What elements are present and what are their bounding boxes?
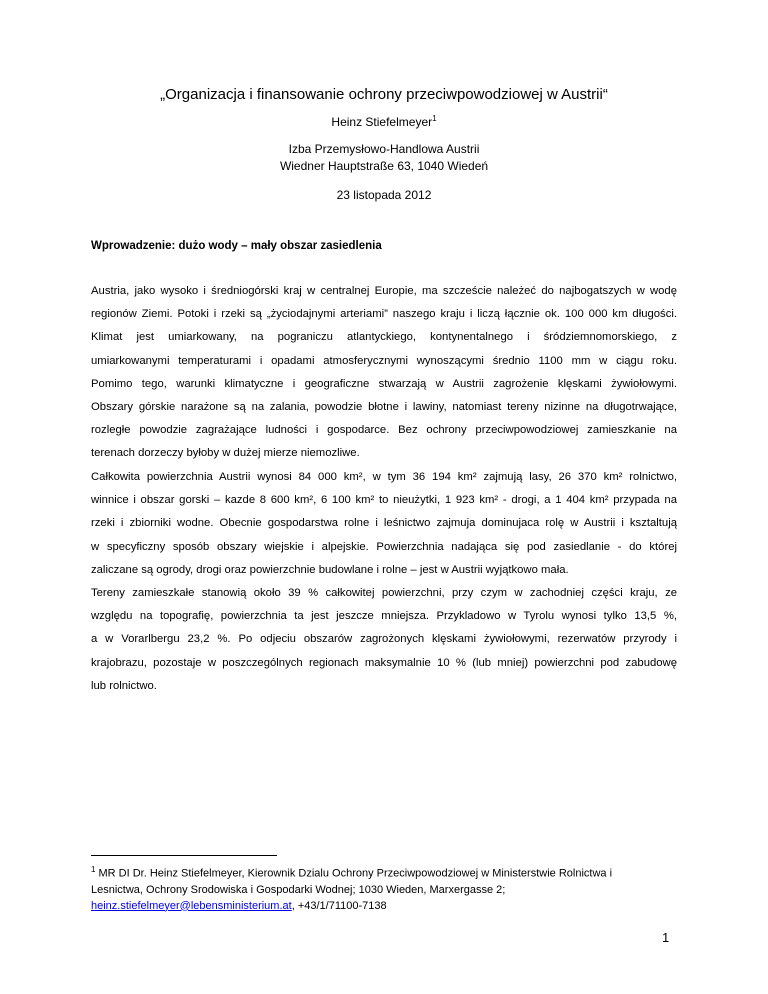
footnote-number: 1 bbox=[91, 865, 96, 874]
text-line: umiarkowanymi temperaturami i opadami atmosferycznymi wynoszącymi średnio 1100 mm w ciągu roku. bbox=[91, 354, 677, 367]
document-title: „Organizacja i finansowanie ochrony przeciwpowodziowej w Austrii“ bbox=[160, 86, 608, 103]
footnote-separator bbox=[91, 855, 277, 856]
text-line: zaliczane są ogrody, drogi oraz powierzchnie budowlane i rolne – jest w Austrii wyjątkowo mała. bbox=[91, 563, 569, 576]
author-name: Heinz Stiefelmeyer bbox=[331, 115, 433, 129]
author-line bbox=[0, 114, 768, 129]
text-line: regionów Ziemi. Potoki i rzeki są „życiodajnymi arteriami” naszego kraju i liczą łącznie ok. 100 000 km długości. bbox=[91, 308, 677, 321]
paragraph-3 bbox=[91, 582, 677, 698]
footnote-phone: , +43/1/71100-7138 bbox=[291, 899, 387, 912]
text-line: rozległe powodzie zagrażające ludności i gospodarce. Bez ochrony przeciwpowodziowej zamieszkanie na bbox=[91, 424, 677, 437]
footnote-line-2: Lesnictwa, Ochrony Srodowiska i Gospodarki Wodnej; 1030 Wieden, Marxergasse 2; bbox=[91, 883, 506, 896]
text-line: Pomimo tego, warunki klimatyczne i geograficzne stwarzają w Austrii zagrożenie klęskami żywiołowymi. bbox=[91, 377, 677, 390]
text-line: lub rolnictwo. bbox=[91, 679, 157, 692]
page-number: 1 bbox=[662, 930, 670, 945]
text-line: rzeki i zbiorniki wodne. Obecnie gospodarstwa rolne i leśnictwo zajmuja dominujaca rolę w Austrii i ksztaltują bbox=[91, 517, 677, 530]
footnote bbox=[91, 862, 677, 914]
text-line: Tereny zamieszkałe stanowią około 39 % całkowitej powierzchni, przy czym w zachodniej części kraju, ze bbox=[91, 587, 677, 599]
text-line: Klimat jest umiarkowany, na pograniczu atlantyckiego, kontynentalnego i śródziemnomorskiego, z bbox=[91, 331, 677, 344]
footnote-marker: 1 bbox=[432, 114, 437, 123]
text-line: Całkowita powierzchnia Austrii wynosi 84 000 km², w tym 36 194 km² zajmują lasy, 26 370 km² rolnictwo, bbox=[91, 471, 677, 483]
text-line: Austria, jako wysoko i średniogórski kraj w centralnej Europie, ma szczeście należeć do najbogatszych w wodę bbox=[91, 285, 677, 297]
footnote-email-link[interactable]: heinz.stiefelmeyer@lebensministerium.at bbox=[91, 899, 292, 912]
text-line: w specyficzny sposób obszary wiejskie i alpejskie. Powierzchnia nadająca się pod zasiedlanie - do której bbox=[91, 540, 677, 553]
footnote-text-1: MR DI Dr. Heinz Stiefelmeyer, Kierownik Dzialu Ochrony Przeciwpowodziowej w Ministerstwie Rolnictwa i bbox=[98, 867, 613, 880]
affiliation-line-1: Izba Przemysłowo-Handlowa Austrii bbox=[288, 142, 480, 156]
text-line: względu na topografię, powierzchnia ta jest jeszcze mniejsza. Przykladowo w Tyrolu wynosi tylko 13,5 %, bbox=[91, 610, 677, 623]
affiliation-line-2: Wiedner Hauptstraße 63, 1040 Wiedeń bbox=[279, 159, 489, 173]
footnote-line-1 bbox=[91, 862, 677, 882]
text-line: krajobrazu, pozostaje w poszczególnych regionach maksymalnie 10 % (lub mniej) powierzchni pod zabudowę bbox=[91, 656, 677, 669]
text-line: a w Vorarlbergu 23,2 %. Po odjeciu obszarów zagrożonych klęskami żywiołowymi, rezerwatów przyrody i bbox=[91, 633, 677, 646]
section-heading: Wprowadzenie: dużo wody – mały obszar zasiedlenia bbox=[91, 240, 382, 252]
text-line: winnice i obszar gorski – kazde 8 600 km², 6 100 km² to nieużytki, 1 923 km² - drogi, a 1 404 km² przypada na bbox=[91, 494, 677, 507]
footnote-line-3 bbox=[91, 898, 677, 914]
text-line: Obszary górskie narażone są na zalania, powodzie błotne i lawiny, natomiast tereny nizinne na długotrwające, bbox=[91, 400, 677, 413]
document-date: 23 listopada 2012 bbox=[336, 188, 432, 202]
paragraph-1 bbox=[91, 280, 677, 466]
text-line: terenach dorzeczy byłoby w dużej mierze niemozliwe. bbox=[91, 447, 360, 460]
paragraph-2 bbox=[91, 466, 677, 582]
